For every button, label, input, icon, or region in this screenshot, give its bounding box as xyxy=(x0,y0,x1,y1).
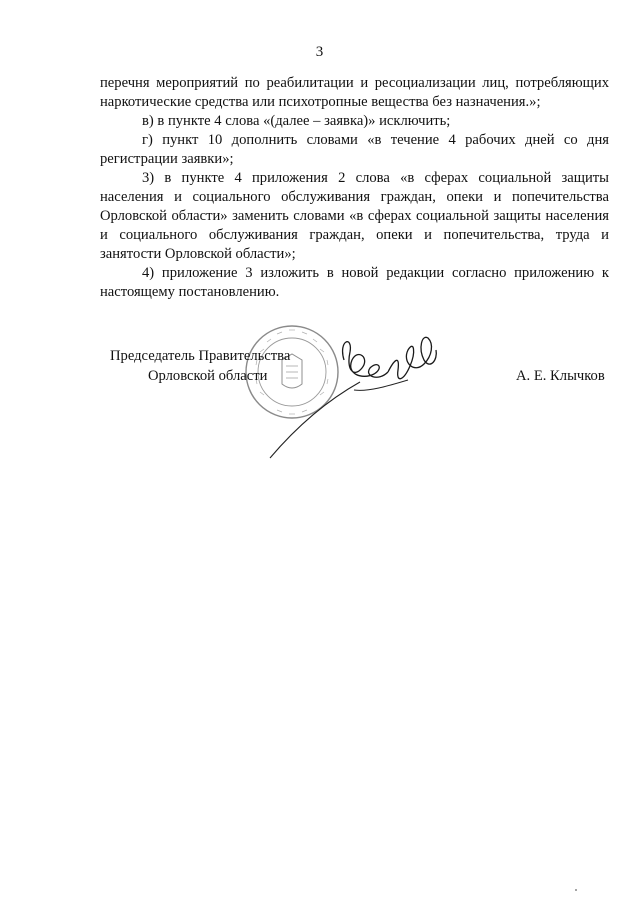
handwritten-signature xyxy=(258,330,448,470)
paragraph-item-3: 3) в пункте 4 приложения 2 слова «в сферах социальной защиты населения и социального обслуживания граждан, опеки и попечительства Орловской области» заменить словами «в сферах социальной защиты населения и социального обслуживания граждан, опеки и попечительства, труда и занятости Орловской области»; xyxy=(100,170,609,262)
paragraph-item-g: г) пункт 10 дополнить словами «в течение 4 рабочих дней со дня регистрации заявки»; xyxy=(100,132,609,167)
paragraph-continuation: перечня мероприятий по реабилитации и ресоциализации лиц, потребляющих наркотические средства или психотропные вещества без назначения.»; xyxy=(100,75,609,110)
signatory-title-line1: Председатель Правительства xyxy=(110,348,291,364)
page-number: 3 xyxy=(315,44,324,60)
signatory-title-line2: Орловской области xyxy=(148,368,268,384)
paragraph-item-4: 4) приложение 3 изложить в новой редакции согласно приложению к настоящему постановлению. xyxy=(100,265,609,300)
signature-block xyxy=(0,348,639,478)
scan-artifact-dot xyxy=(575,889,577,891)
paragraph-item-v: в) в пункте 4 слова «(далее – заявка)» исключить; xyxy=(142,113,451,129)
document-body xyxy=(100,74,609,302)
signatory-name: А. Е. Клычков xyxy=(516,368,605,384)
